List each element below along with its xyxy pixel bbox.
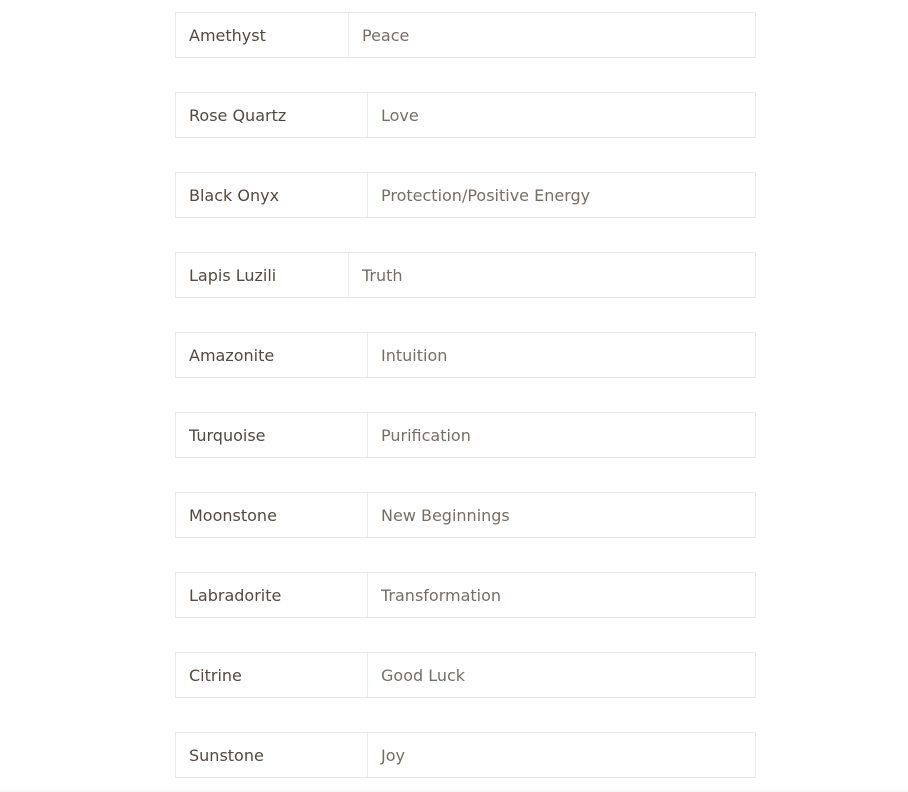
table-row: [175, 492, 756, 538]
stone-name: Black Onyx: [176, 173, 368, 217]
table-row: [175, 732, 756, 778]
table-row: [175, 572, 756, 618]
stone-meaning: Good Luck: [381, 665, 466, 685]
page-bottom-edge: [0, 788, 908, 792]
stone-meaning: Protection/Positive Energy: [381, 185, 591, 205]
table-row: [175, 332, 756, 378]
stone-name: Labradorite: [176, 573, 368, 617]
stone-name: Rose Quartz: [176, 93, 368, 137]
table-row: [175, 172, 756, 218]
stone-name: Sunstone: [176, 733, 368, 777]
stone-meaning: Peace: [362, 25, 410, 45]
stone-meaning-list: [175, 12, 756, 792]
table-row: [175, 412, 756, 458]
stone-meaning: Truth: [362, 265, 403, 285]
table-row: [175, 92, 756, 138]
stone-name: Lapis Luzili: [176, 253, 349, 297]
stone-name: Amazonite: [176, 333, 368, 377]
stone-meaning: Love: [381, 105, 419, 125]
stone-meaning: Transformation: [381, 585, 502, 605]
stone-meaning: Purification: [381, 425, 471, 445]
stone-meaning: Intuition: [381, 345, 448, 365]
table-row: [175, 252, 756, 298]
stone-name: Citrine: [176, 653, 368, 697]
stone-meaning: New Beginnings: [381, 505, 510, 525]
table-row: [175, 12, 756, 58]
stone-name: Amethyst: [176, 13, 349, 57]
stone-meaning: Joy: [381, 745, 405, 765]
table-row: [175, 652, 756, 698]
stone-name: Turquoise: [176, 413, 368, 457]
stone-name: Moonstone: [176, 493, 368, 537]
